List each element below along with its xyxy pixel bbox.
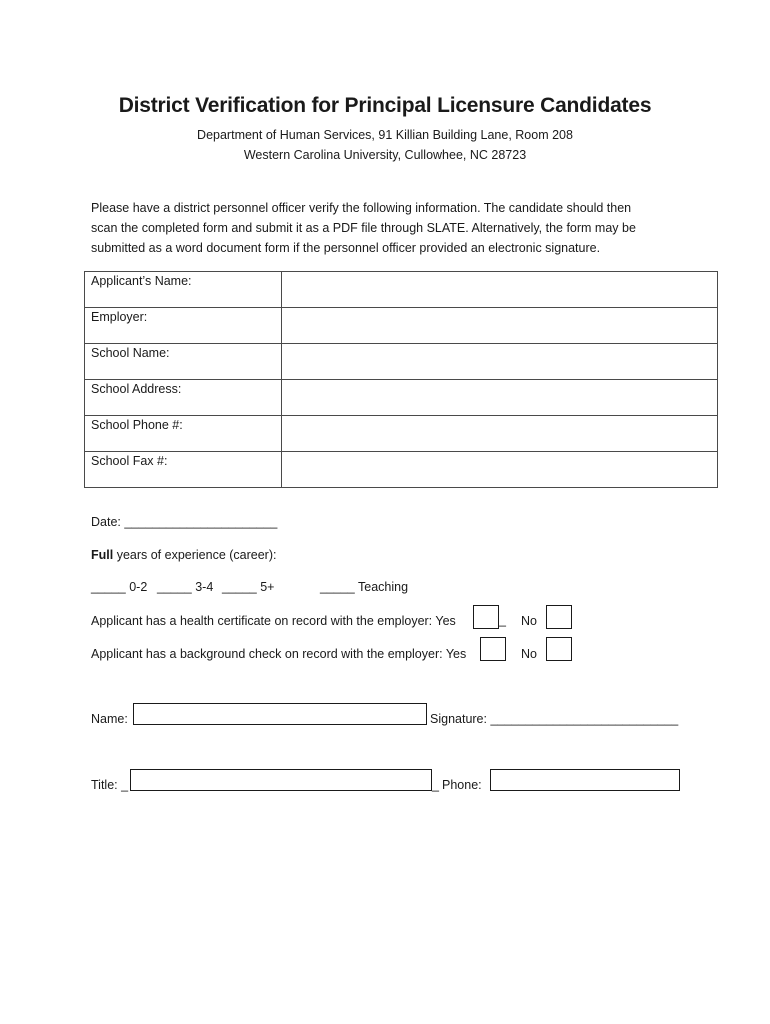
health-no-field — [546, 605, 572, 629]
instructions-line-3: submitted as a word document form if the personnel officer provided an electronic signature. — [91, 241, 601, 255]
school-fax-cell — [282, 452, 718, 488]
background-no-field — [546, 637, 572, 661]
experience-option-0-2: _____ 0-2 — [91, 580, 148, 594]
signature-line: Signature: ___________________________ — [430, 712, 679, 726]
applicant-name-input[interactable] — [282, 272, 717, 305]
phone-field — [490, 769, 680, 791]
experience-heading — [91, 548, 276, 562]
applicant-name-label: Applicant’s Name: — [85, 272, 282, 308]
school-fax-input[interactable] — [282, 452, 717, 485]
name-input[interactable] — [134, 704, 430, 726]
instructions-line-2: scan the completed form and submit it as a PDF file through SLATE. Alternatively, the form may be — [91, 221, 636, 235]
employer-input[interactable] — [282, 308, 717, 341]
school-phone-cell — [282, 416, 718, 452]
background-no-checkbox[interactable] — [546, 637, 572, 661]
table-row — [85, 452, 718, 488]
school-fax-label: School Fax #: — [85, 452, 282, 488]
background-no-label: No — [521, 647, 537, 661]
health-no-label: No — [521, 614, 537, 628]
title-input[interactable] — [131, 770, 435, 792]
applicant-name-cell — [282, 272, 718, 308]
school-name-cell — [282, 344, 718, 380]
experience-bold: Full — [91, 548, 114, 562]
table-row — [85, 380, 718, 416]
instructions — [91, 198, 666, 258]
school-address-cell — [282, 380, 718, 416]
school-address-input[interactable] — [282, 380, 717, 413]
applicant-info-table — [84, 271, 718, 488]
experience-label: years of experience (career): — [113, 548, 277, 562]
title-label: Title: _ — [91, 778, 129, 792]
health-certificate-question: Applicant has a health certificate on record with the employer: Yes — [91, 614, 456, 628]
background-yes-checkbox[interactable] — [480, 637, 506, 661]
experience-option-3-4: _____ 3-4 — [157, 580, 214, 594]
table-row — [85, 272, 718, 308]
background-check-question: Applicant has a background check on record with the employer: Yes — [91, 647, 467, 661]
school-address-label: School Address: — [85, 380, 282, 416]
address-line-1: Department of Human Services, 91 Killian Building Lane, Room 208 — [197, 128, 573, 142]
table-row — [85, 416, 718, 452]
name-label: Name: — [91, 712, 128, 726]
name-field — [133, 703, 427, 725]
health-yes-checkbox[interactable] — [473, 605, 499, 629]
background-yes-field — [480, 637, 506, 661]
health-yes-field — [473, 605, 506, 629]
experience-option-5-plus: _____ 5+ — [222, 580, 275, 594]
health-yes-tail: _ — [499, 613, 506, 627]
title-tail: _ — [432, 778, 439, 792]
school-name-input[interactable] — [282, 344, 717, 377]
experience-option-teaching: _____ Teaching — [320, 580, 409, 594]
employer-cell — [282, 308, 718, 344]
employer-label: Employer: — [85, 308, 282, 344]
school-phone-input[interactable] — [282, 416, 717, 449]
school-name-label: School Name: — [85, 344, 282, 380]
date-line: Date: ______________________ — [91, 515, 278, 529]
table-row — [85, 308, 718, 344]
instructions-line-1: Please have a district personnel officer verify the following information. The candidate should then — [91, 201, 632, 215]
table-row — [85, 344, 718, 380]
phone-label: Phone: — [442, 778, 482, 792]
title-field — [130, 769, 432, 791]
address-line-2: Western Carolina University, Cullowhee, NC 28723 — [243, 148, 527, 162]
health-no-checkbox[interactable] — [546, 605, 572, 629]
form-title: District Verification for Principal Licensure Candidates — [118, 94, 652, 117]
school-phone-label: School Phone #: — [85, 416, 282, 452]
phone-input[interactable] — [491, 770, 683, 792]
